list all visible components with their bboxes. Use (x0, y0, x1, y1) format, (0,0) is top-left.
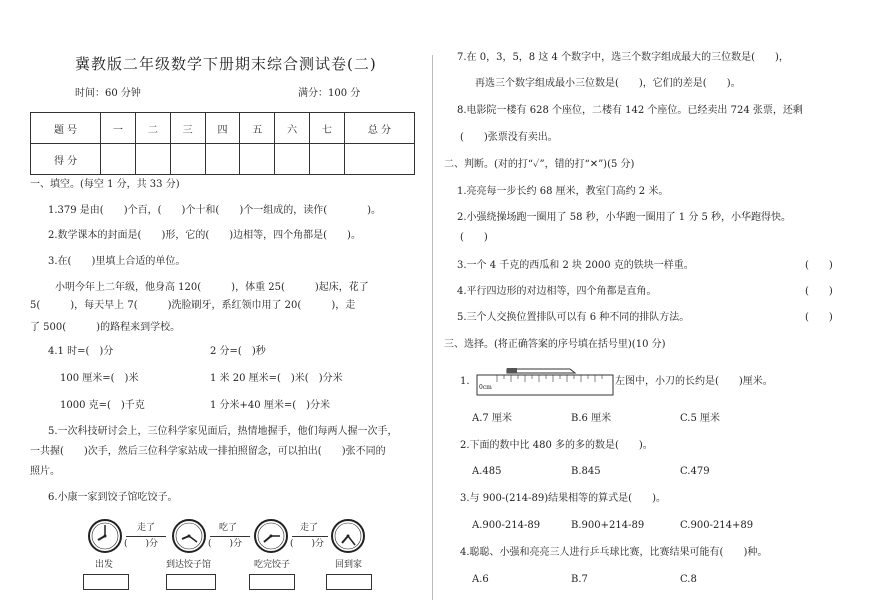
table-header: 总 分 (344, 113, 414, 144)
question-4-a1: 4.1 时=( )分 (48, 346, 114, 357)
score-row-label: 得 分 (31, 144, 101, 175)
choice-2: 2.下面的数中比 480 多的多的数是( )。 (460, 440, 653, 451)
choice-1-option-a[interactable]: A.7 厘米 (472, 413, 512, 424)
question-8-line-a: 8.电影院一楼有 628 个座位，二楼有 142 个座位。已经卖出 724 张票，还剩 (457, 105, 803, 116)
arrow-label-walk-1: 走了 (137, 523, 156, 533)
question-3: 3.在( )里填上合适的单位。 (48, 256, 186, 267)
choice-1-option-c[interactable]: C.5 厘米 (680, 413, 721, 424)
score-cell[interactable] (344, 144, 414, 175)
choice-3: 3.与 900-(214-89)结果相等的算式是( )。 (460, 493, 666, 504)
table-row (31, 113, 415, 144)
clock-label-start: 出发 (95, 560, 114, 570)
choice-4: 4.聪聪、小强和亮亮三人进行乒乓球比赛，比赛结果可能有( )种。 (460, 547, 768, 558)
score-cell[interactable] (240, 144, 275, 175)
question-7-line-a: 7.在 0，3，5，8 这 4 个数字中，选三个数字组成最大的三位数是( )， (457, 52, 789, 63)
question-1: 1.379 是由( )个百，( )个十和( )个一组成的，读作( )。 (48, 205, 382, 216)
answer-box[interactable] (326, 574, 372, 590)
judge-5: 5.三个人交换位置排队可以有 6 种不同的排队方法。 (457, 312, 690, 323)
choice-1-number: 1. (460, 376, 470, 387)
table-header: 四 (205, 113, 240, 144)
arrow-unit-2: ( )分 (208, 539, 243, 549)
table-header: 三 (170, 113, 205, 144)
choice-1-option-b[interactable]: B.6 厘米 (571, 413, 612, 424)
choice-3-option-a[interactable]: A.900-214-89 (472, 520, 541, 531)
table-row (31, 144, 415, 175)
table-header: 一 (101, 113, 136, 144)
arrow-unit-3: ( )分 (290, 539, 325, 549)
score-cell[interactable] (275, 144, 310, 175)
question-4-b2: 1 米 20 厘米=( )米( )分米 (210, 373, 343, 384)
choice-2-option-c[interactable]: C.479 (680, 466, 710, 477)
choice-1-text: 左图中，小刀的长约是( )厘米。 (615, 376, 773, 387)
arrow-label-walk-2: 走了 (300, 523, 319, 533)
question-3-line-a: 小明今年上二年级，他身高 120( )，体重 25( )起床，花了 (55, 282, 369, 293)
judge-4-paren[interactable]: ( ) (805, 286, 833, 297)
clock-label-arrive: 到达饺子馆 (166, 560, 212, 570)
table-header: 题 号 (31, 113, 101, 144)
score-cell[interactable] (135, 144, 170, 175)
answer-box[interactable] (83, 574, 129, 590)
answer-box[interactable] (249, 574, 295, 590)
ruler-label: 0cm (479, 384, 492, 391)
arrow-line (210, 536, 250, 537)
table-header: 二 (135, 113, 170, 144)
question-7-line-b: 再选三个数字组成最小三位数是( )，它们的差是( )。 (475, 78, 741, 89)
question-4-a2: 2 分=( )秒 (210, 346, 266, 357)
time-label: 时间：60 分钟 (75, 88, 141, 99)
judge-4: 4.平行四边形的对边相等，四个角都是直角。 (457, 286, 657, 297)
score-cell[interactable] (170, 144, 205, 175)
column-divider (432, 55, 433, 600)
score-cell[interactable] (101, 144, 136, 175)
score-cell[interactable] (310, 144, 345, 175)
clock-icon-home (330, 518, 366, 554)
question-3-line-c: 了 500( )的路程来到学校。 (30, 322, 181, 333)
clock-label-home: 回到家 (335, 560, 363, 570)
arrow-label-eat: 吃了 (219, 523, 238, 533)
page-title: 冀教版二年级数学下册期末综合测试卷(二) (75, 55, 377, 73)
question-6: 6.小康一家到饺子馆吃饺子。 (48, 492, 178, 503)
question-4-c2: 1 分米+40 厘米=( )分米 (210, 400, 331, 411)
arrow-unit-1: ( )分 (124, 539, 159, 549)
answer-box[interactable] (166, 574, 216, 590)
score-cell[interactable] (205, 144, 240, 175)
score-label: 满分：100 分 (298, 88, 361, 99)
choice-4-option-a[interactable]: A.6 (472, 574, 489, 585)
clock-icon-arrive (171, 518, 207, 554)
question-4-b1: 100 厘米=( )米 (60, 373, 139, 384)
choice-2-option-b[interactable]: B.845 (571, 466, 601, 477)
section-3-title: 三、选择。(将正确答案的序号填在括号里)(10 分) (444, 339, 666, 350)
ruler-knife-icon (475, 365, 615, 397)
judge-2-line-a: 2.小强绕操场跑一圈用了 58 秒，小华跑一圈用了 1 分 5 秒，小华跑得快。 (457, 212, 792, 223)
table-header: 六 (275, 113, 310, 144)
question-5-line-a: 5.一次科技研讨会上，三位科学家见面后，热情地握手，他们每两人握一次手， (48, 426, 398, 437)
clock-icon-finish-eating (253, 518, 289, 554)
clock-icon-start (87, 518, 123, 554)
judge-2-paren[interactable]: ( ) (460, 232, 488, 243)
section-2-title: 二、判断。(对的打“✓”，错的打“✕”)(5 分) (444, 159, 635, 170)
choice-3-option-b[interactable]: B.900+214-89 (571, 520, 645, 531)
choice-4-option-c[interactable]: C.8 (680, 574, 697, 585)
choice-4-option-b[interactable]: B.7 (571, 574, 588, 585)
judge-1: 1.亮亮每一步长约 68 厘米，教室门高约 2 米。 (457, 186, 669, 197)
choice-2-option-a[interactable]: A.485 (472, 466, 502, 477)
choice-3-option-c[interactable]: C.900-214+89 (680, 520, 754, 531)
section-1-title: 一、填空。(每空 1 分，共 33 分) (30, 179, 180, 190)
question-2: 2.数学课本的封面是( )形，它的( )边相等，四个角都是( )。 (48, 230, 361, 241)
question-8-line-b: ( )张票没有卖出。 (460, 132, 558, 143)
question-5-line-b: 一共握( )次手，然后三位科学家站成一排拍照留念，可以拍出( )张不同的 (30, 446, 386, 457)
judge-3-paren[interactable]: ( ) (805, 260, 833, 271)
question-4-c1: 1000 克=( )千克 (60, 400, 145, 411)
question-3-line-b: 5( )，每天早上 7( )洗脸刷牙，系红领巾用了 20( )，走 (30, 300, 356, 311)
score-table (30, 112, 415, 175)
clock-label-finish: 吃完饺子 (254, 560, 291, 570)
judge-5-paren[interactable]: ( ) (805, 312, 833, 323)
question-5-line-c: 照片。 (30, 466, 60, 477)
arrow-line (292, 536, 328, 537)
judge-3: 3.一个 4 千克的西瓜和 2 块 2000 克的铁块一样重。 (457, 260, 694, 271)
table-header: 五 (240, 113, 275, 144)
arrow-line (126, 536, 166, 537)
table-header: 七 (310, 113, 345, 144)
